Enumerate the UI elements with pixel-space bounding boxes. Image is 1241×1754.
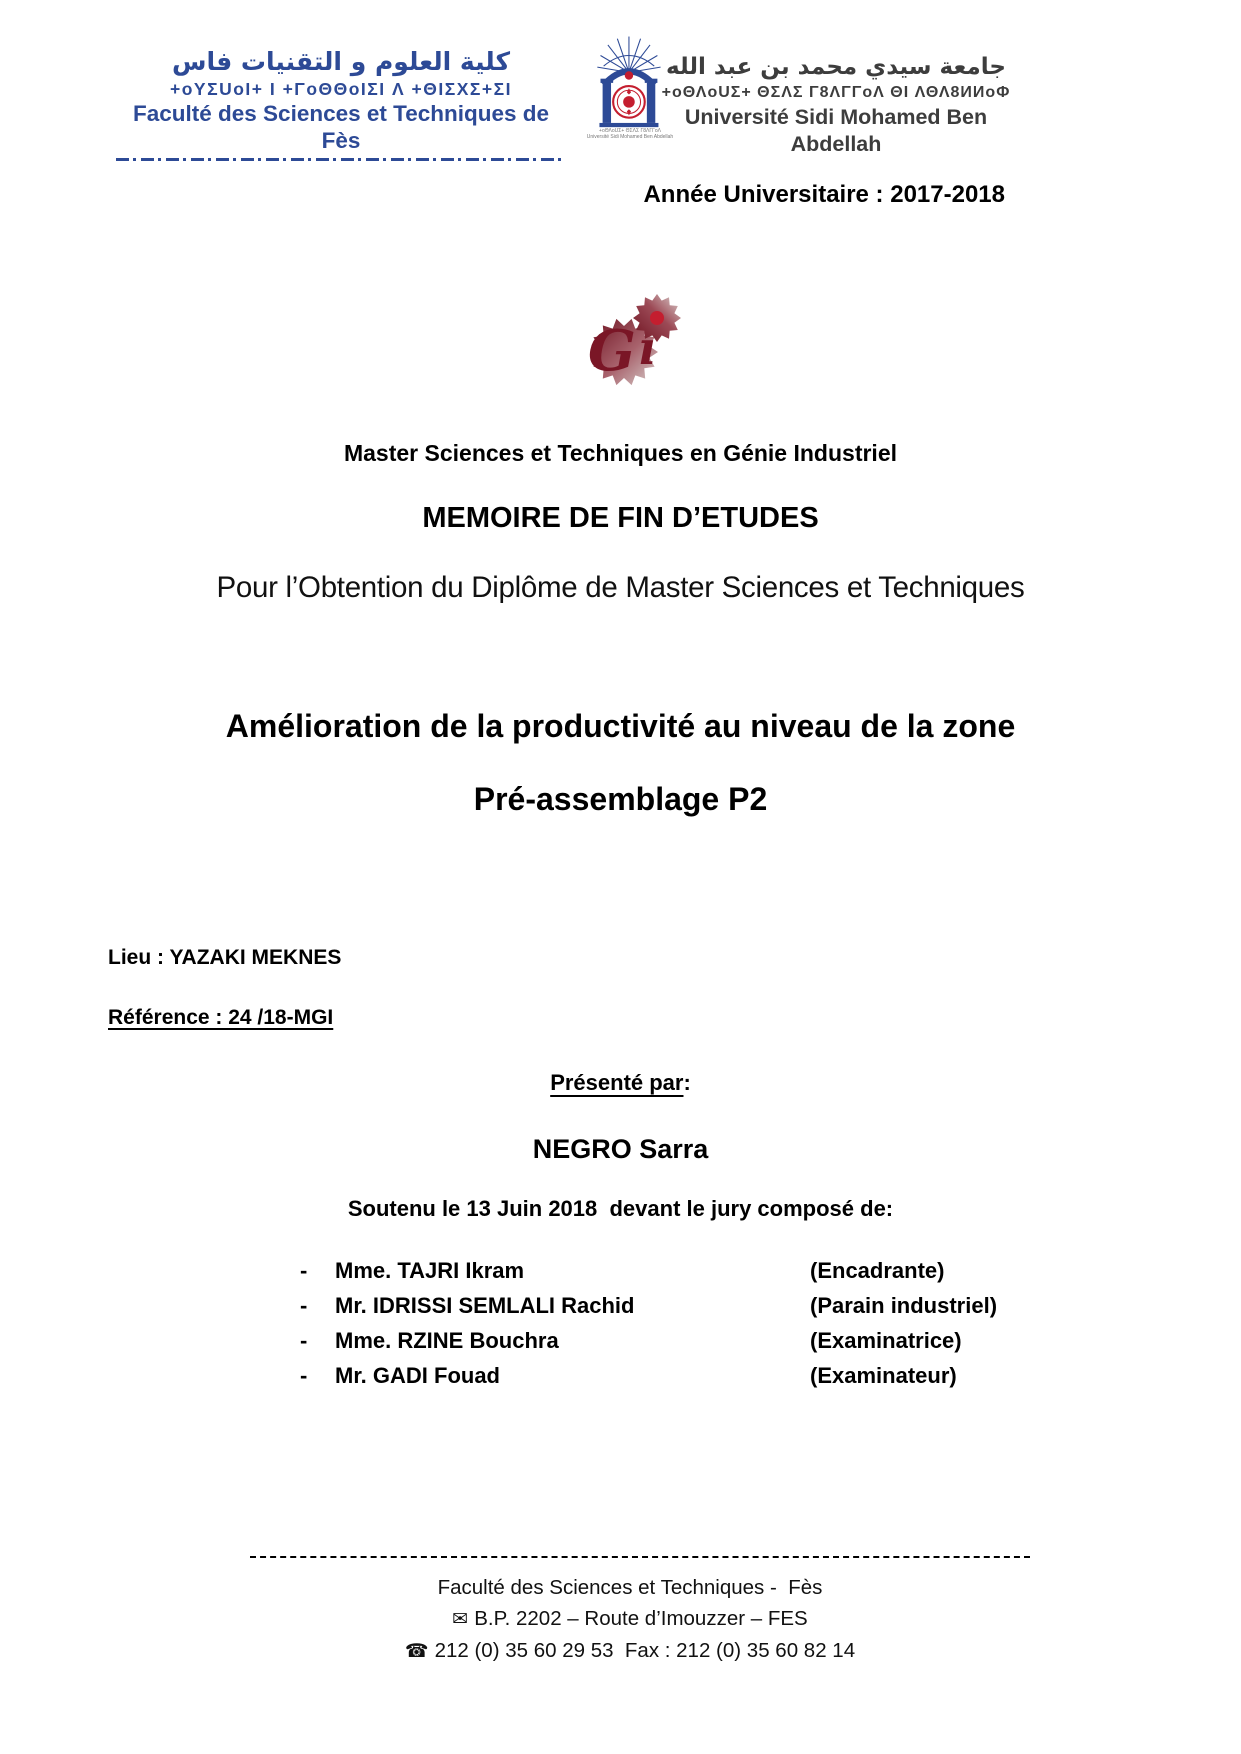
jury-bullet: - (300, 1328, 308, 1353)
jury-member-name: Mr. GADI Fouad (335, 1363, 500, 1388)
jury-row (300, 1328, 997, 1363)
footer-institution: Faculté des Sciences et Techniques - Fès (437, 1576, 823, 1599)
jury-member-name: Mr. IDRISSI SEMLALI Rachid (335, 1293, 635, 1318)
footer-phone-line (140, 1635, 1120, 1667)
presented-by-colon: : (683, 1070, 691, 1095)
emblem-fan-rays (597, 37, 660, 73)
footer-phone: 212 (0) 35 60 29 53 Fax : 212 (0) 35 60 82 14 (434, 1639, 856, 1662)
university-name-tifinagh: +oΘΛoUΣ+ ΘΣΛΣ Γ8ΛΓΓoΛ ΘI ΛΘΛ8ИИoΦ (661, 84, 1011, 102)
academic-year: Année Universitaire : 2017-2018 (643, 181, 1005, 208)
footer-address: B.P. 2202 – Route d’Imouzzer – FES (474, 1607, 808, 1630)
reference-line: Référence : 24 /18-MGI (108, 1006, 334, 1029)
jury-member-role: (Examinateur) (810, 1363, 957, 1388)
defense-line: Soutenu le 13 Juin 2018 devant le jury composé de: (347, 1196, 894, 1221)
faculty-header-block (116, 46, 566, 161)
author-name: NEGRO Sarra (532, 1134, 709, 1164)
presented-by-label: Présenté par (550, 1070, 684, 1095)
jury-bullet: - (300, 1293, 308, 1318)
jury-member-role: (Parain industriel) (810, 1293, 998, 1318)
jury-bullet: - (300, 1363, 308, 1388)
faculty-name-arabic: كلية العلوم و التقنيات فاس (171, 47, 511, 76)
jury-row (300, 1363, 997, 1398)
faculty-name-tifinagh: +oYΣUoI+ I +ΓoΘΘoIΣI Λ +ΘIΣXΣ+ΣI (170, 78, 512, 99)
jury-row (300, 1258, 997, 1293)
jury-member-role: (Examinatrice) (810, 1328, 962, 1353)
university-name-arabic: جامعة سيدي محمد بن عبد الله (666, 54, 1006, 80)
phone-icon: ☎ (404, 1640, 429, 1662)
mail-icon: ✉ (452, 1608, 469, 1630)
jury-member-name: Mme. TAJRI Ikram (335, 1258, 525, 1283)
presented-by-line (70, 1070, 1171, 1096)
university-name-french: Université Sidi Mohamed Ben Abdellah (684, 104, 988, 156)
university-header-block (658, 52, 1014, 158)
document-type: MEMOIRE DE FIN D’ETUDES (422, 502, 819, 534)
jury-row (300, 1293, 997, 1328)
footer-block (140, 1572, 1120, 1667)
gi-letter-g: G (588, 318, 636, 384)
emblem-medallion (613, 71, 645, 117)
gi-letter-i: ı (638, 321, 656, 375)
university-emblem-logo (597, 26, 663, 144)
emblem-caption-french: Université Sidi Mohamed Ben Abdellah (586, 134, 674, 140)
emblem-caption-tifinagh: +oΘΛoUΣ+ ΘΣΛΣ Γ8ΛΓΓoΛ (599, 128, 661, 134)
purpose-line: Pour l’Obtention du Diplôme de Master Sciences et Techniques (216, 571, 1025, 604)
footer-dashed-divider (250, 1556, 1030, 1558)
jury-member-role: (Encadrante) (810, 1258, 945, 1283)
jury-bullet: - (300, 1258, 308, 1283)
jury-list (300, 1258, 997, 1398)
thesis-title-line2: Pré-assemblage P2 (473, 781, 768, 817)
footer-address-line (140, 1603, 1120, 1635)
faculty-name-french: Faculté des Sciences et Techniques de Fès (133, 101, 549, 154)
genie-industriel-logo (552, 288, 692, 394)
program-title: Master Sciences et Techniques en Génie Industriel (343, 440, 898, 466)
location-line: Lieu : YAZAKI MEKNES (108, 946, 342, 969)
jury-member-name: Mme. RZINE Bouchra (335, 1328, 559, 1353)
thesis-title-line1: Amélioration de la productivité au niveau de la zone (225, 708, 1016, 744)
header-dash-dot-rule (116, 158, 566, 161)
